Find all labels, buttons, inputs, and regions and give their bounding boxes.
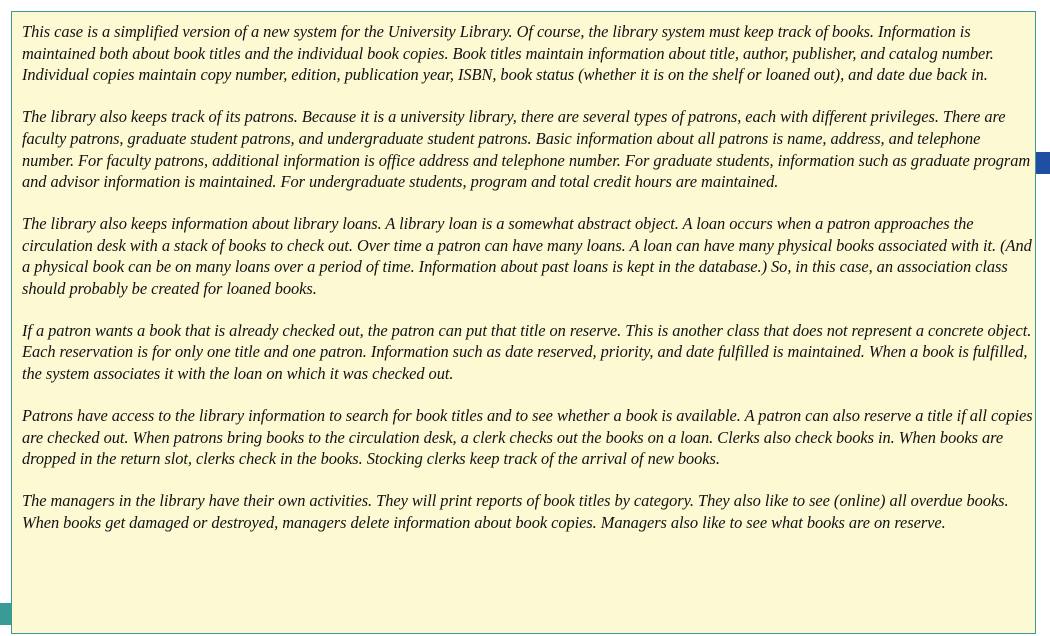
- paragraph-books: This case is a simplified version of a new system for the University Library. Of course, the library system must keep track of books. Information is maintained both about book titles and the individual book copies. Book titles maintain information about title, author, publisher, and catalog number. Individual copies maintain copy number, edition, publication year, ISBN, book status (whether it is on the shelf or loaned out), and date due back in.: [22, 22, 994, 85]
- paragraph-reservations: If a patron wants a book that is already checked out, the patron can put that title on reserve. This is another class that does not represent a concrete object. Each reservation is for only one title and one patron. Information such as date reserved, priority, and date fulfilled is maintained. When a book is fulfilled, the system associates it with the loan on which it was checked out.: [22, 320, 1032, 384]
- case-description-box: [11, 11, 1036, 634]
- right-edge-marker: [1036, 152, 1050, 174]
- paragraph-managers: The managers in the library have their own activities. They will print reports of book titles by category. They also like to see (online) all overdue books. When books get damaged or destroyed, managers delete information about book copies. Managers also like to see what books are on reserve.: [22, 490, 1009, 532]
- bottom-cut-off-fragment: [870, 628, 1000, 636]
- paragraph-patron-access: Patrons have access to the library information to search for book titles and to see whether a book is available. A patron can also reserve a title if all copies are checked out. When patrons bring books to the circulation desk, a clerk checks out the books on a loan. Clerks also check books in. When books are dropped in the return slot, clerks check in the books. Stocking clerks keep track of the arrival of new books.: [22, 405, 1033, 469]
- paragraph-loans: The library also keeps information about library loans. A library loan is a somewhat abstract object. A loan occurs when a patron approaches the circulation desk with a stack of books to check out. Over time a patron can have many loans. A loan can have many physical books associated with it. (And a physical book can be on many loans over a period of time. Information about past loans is kept in the database.) So, in this case, an association class should probably be created for loaned books.: [22, 213, 1032, 299]
- left-edge-marker: [0, 603, 12, 625]
- paragraph-patrons: The library also keeps track of its patrons. Because it is a university library, there are several types of patrons, each with different privileges. There are faculty patrons, graduate student patrons, and undergraduate student patrons. Basic information about all patrons is name, address, and telephone number. For faculty patrons, additional information is office address and telephone number. For graduate students, information such as graduate program and advisor information is maintained. For undergraduate students, program and total credit hours are maintained.: [22, 107, 1031, 192]
